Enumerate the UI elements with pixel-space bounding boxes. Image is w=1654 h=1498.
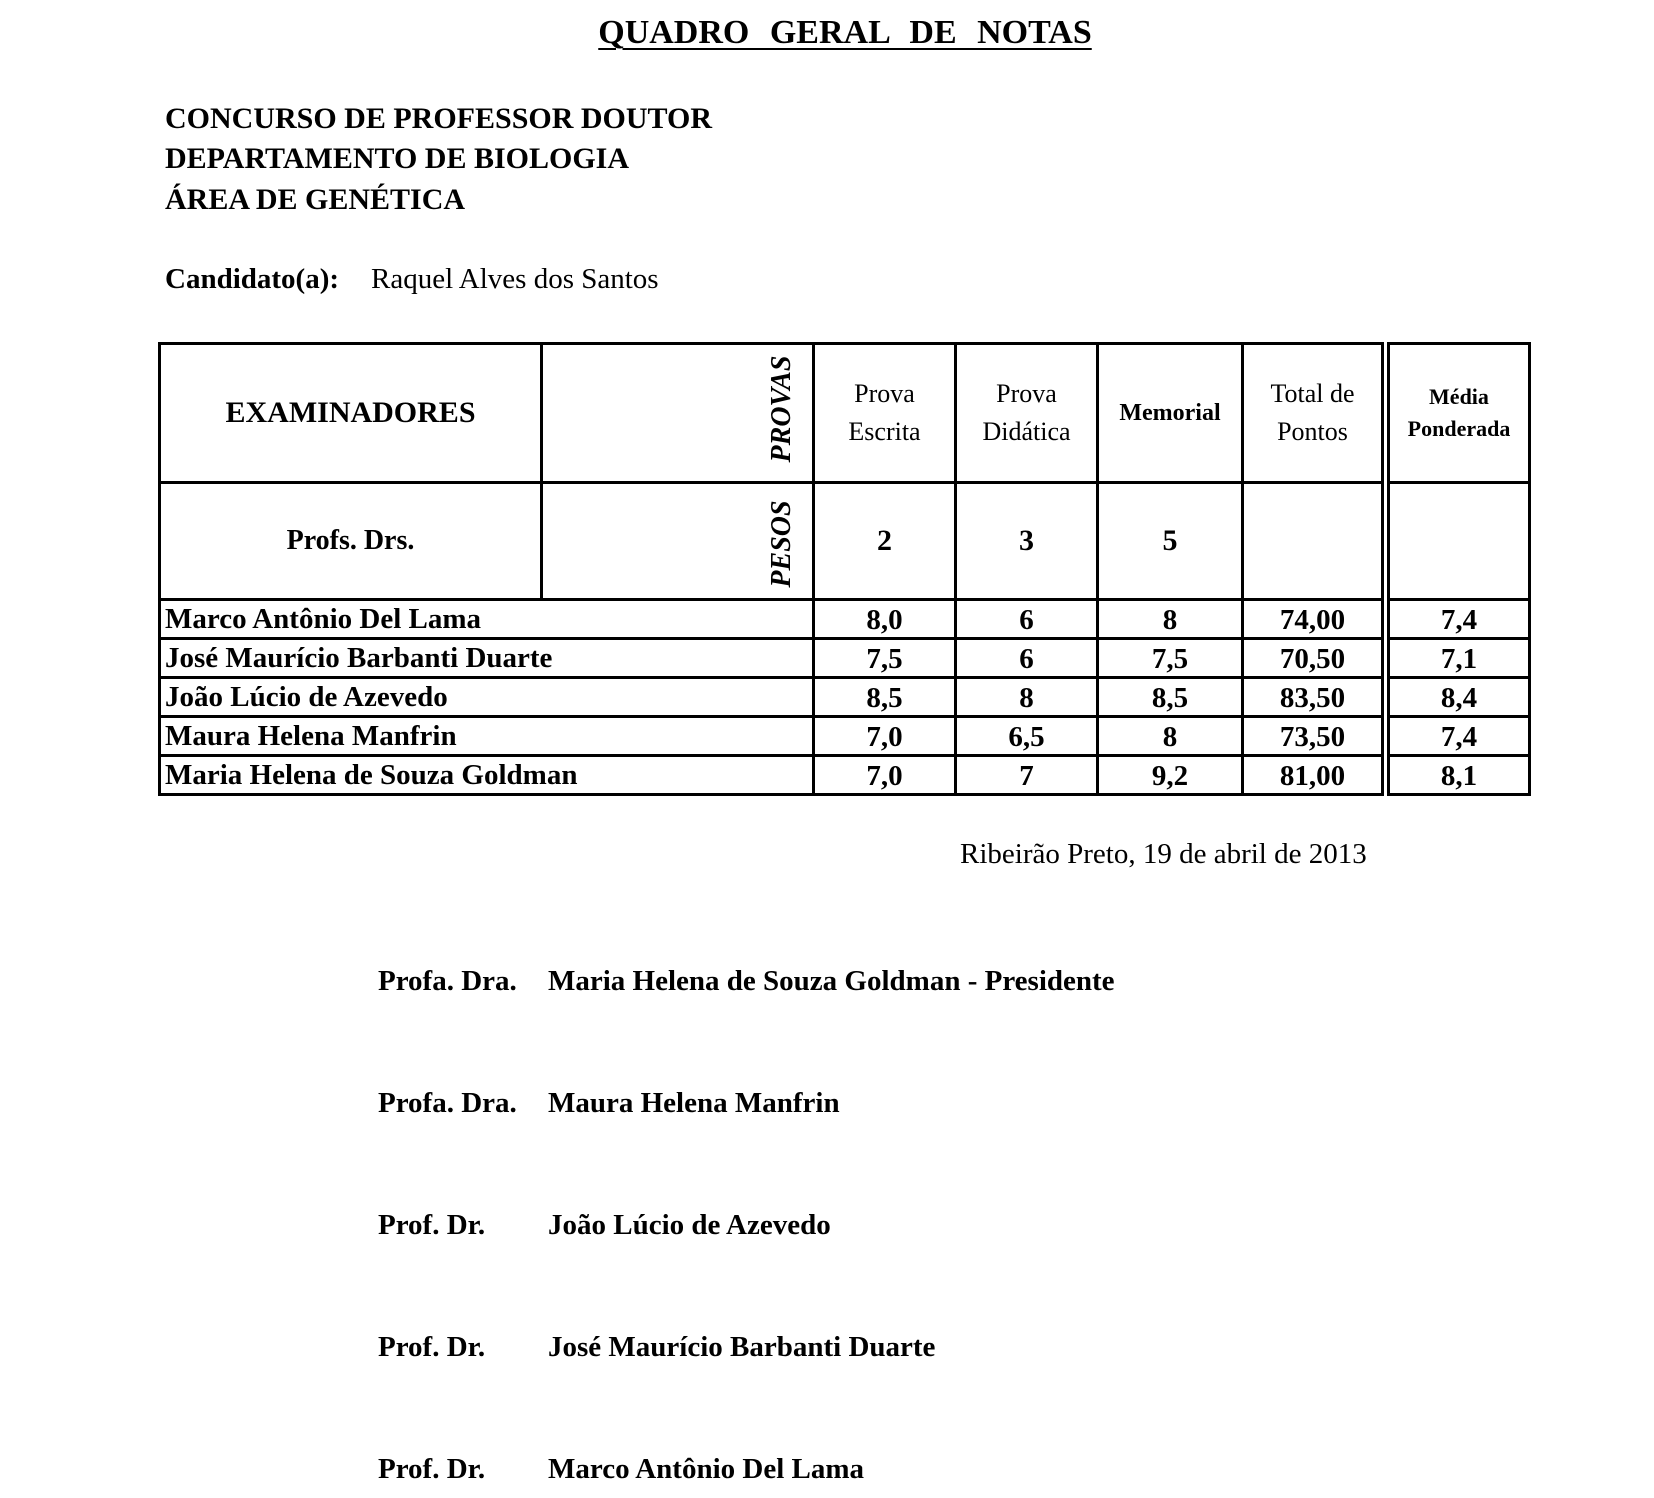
signature-line [378,1453,864,1486]
grade-cell: 9,2 [1096,754,1244,796]
grade-cell: 8,4 [1387,676,1531,718]
provas-vertical-label: PROVAS [766,355,797,463]
examiner-name-cell: Maria Helena de Souza Goldman [158,754,815,796]
examiner-name-cell: José Maurício Barbanti Duarte [158,637,815,679]
profs-drs-text: Profs. Drs. [286,525,415,556]
signature-line [378,1087,840,1120]
grade-cell: 7,0 [812,754,957,796]
col-header-line2: Didática [982,417,1071,446]
grade-cell: 83,50 [1241,676,1384,718]
grade-cell: 74,00 [1241,598,1384,640]
date-location: Ribeirão Preto, 19 de abril de 2013 [960,838,1367,870]
grade-cell: 7,4 [1387,598,1531,640]
grade-cell: 7,4 [1387,715,1531,757]
col-header-line1: Memorial [1119,400,1221,426]
col-header-line1: Prova [854,379,915,408]
candidate-name: Raquel Alves dos Santos [371,263,659,295]
weight-prova-didatica: 3 [954,481,1099,601]
grade-cell: 6 [954,637,1099,679]
header-line-departamento: DEPARTAMENTO DE BIOLOGIA [165,142,630,175]
examiner-name-cell: Marco Antônio Del Lama [158,598,815,640]
header-line-area: ÁREA DE GENÉTICA [165,183,466,216]
signature-title: Prof. Dr. [378,1331,486,1363]
grade-cell: 7 [954,754,1099,796]
col-header-line2: Pontos [1277,417,1348,446]
col-header-memorial [1096,342,1244,484]
col-header-total-pontos [1241,342,1384,484]
grade-cell: 7,0 [812,715,957,757]
grade-cell: 8 [954,676,1099,718]
col-header-line1: Média [1429,384,1489,409]
candidate-line [165,263,659,296]
weight-memorial: 5 [1096,481,1244,601]
signature-title: Profa. Dra. [378,965,517,997]
grade-cell: 70,50 [1241,637,1384,679]
grade-cell: 7,5 [812,637,957,679]
signature-title: Prof. Dr. [378,1209,486,1241]
examiner-name-cell: Maura Helena Manfrin [158,715,815,757]
examinadores-header: EXAMINADORES [158,342,543,484]
signature-line [378,965,1115,998]
weight-total-pontos [1241,481,1384,601]
col-header-line1: Prova [996,379,1057,408]
grade-cell: 81,00 [1241,754,1384,796]
col-header-prova-escrita [812,342,957,484]
grade-cell: 8,0 [812,598,957,640]
col-header-media-ponderada [1387,342,1531,484]
weight-prova-escrita: 2 [812,481,957,601]
grade-cell: 8,5 [1096,676,1244,718]
grade-cell: 6 [954,598,1099,640]
signature-title: Profa. Dra. [378,1087,517,1119]
signature-name: João Lúcio de Azevedo [548,1209,831,1241]
candidate-label: Candidato(a): [165,263,340,295]
pesos-header-cell [540,481,815,601]
examiner-name-cell: João Lúcio de Azevedo [158,676,815,718]
signature-name: Marco Antônio Del Lama [548,1453,865,1485]
col-header-line1: Total de [1270,379,1355,408]
signature-name: José Maurício Barbanti Duarte [548,1331,936,1363]
signature-title: Prof. Dr. [378,1453,486,1485]
col-header-line2: Ponderada [1407,416,1511,441]
provas-header-cell [540,342,815,484]
pesos-vertical-label: PESOS [766,500,797,588]
col-header-prova-didatica [954,342,1099,484]
grade-cell: 7,5 [1096,637,1244,679]
signature-line [378,1209,831,1242]
col-header-line2: Escrita [848,417,921,446]
profs-drs-label [158,481,543,601]
grade-cell: 73,50 [1241,715,1384,757]
header-line-concurso: CONCURSO DE PROFESSOR DOUTOR [165,102,713,135]
grade-cell: 8,5 [812,676,957,718]
grade-cell: 8 [1096,715,1244,757]
document-title: QUADRO GERAL DE NOTAS [598,14,1092,51]
signature-line [378,1331,935,1364]
grade-cell: 6,5 [954,715,1099,757]
signature-name: Maria Helena de Souza Goldman - Presidente [548,965,1115,997]
signature-name: Maura Helena Manfrin [548,1087,840,1119]
weight-media-ponderada [1387,481,1531,601]
grade-cell: 7,1 [1387,637,1531,679]
grade-cell: 8,1 [1387,754,1531,796]
grade-cell: 8 [1096,598,1244,640]
